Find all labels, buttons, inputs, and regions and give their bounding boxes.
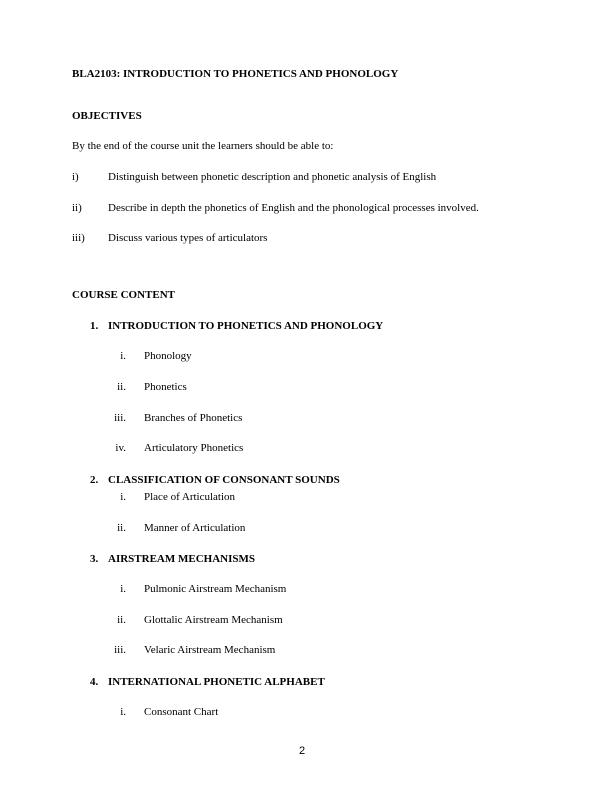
section-number: 4. bbox=[90, 676, 99, 688]
item-marker: i. bbox=[120, 350, 126, 362]
item-text: Phonology bbox=[144, 350, 192, 362]
objective-marker: i) bbox=[72, 171, 79, 183]
item-marker: ii. bbox=[117, 522, 126, 534]
item-marker: ii. bbox=[117, 381, 126, 393]
course-content-heading: COURSE CONTENT bbox=[72, 289, 175, 301]
item-marker: iv. bbox=[115, 442, 126, 454]
page-number: 2 bbox=[299, 745, 306, 757]
objective-marker: iii) bbox=[72, 232, 85, 244]
section-number: 3. bbox=[90, 553, 99, 565]
section-title: INTRODUCTION TO PHONETICS AND PHONOLOGY bbox=[108, 320, 384, 332]
item-text: Branches of Phonetics bbox=[144, 412, 243, 424]
section-number: 2. bbox=[90, 474, 99, 486]
item-marker: i. bbox=[120, 706, 126, 718]
section-title: AIRSTREAM MECHANISMS bbox=[108, 553, 255, 565]
objective-text: Describe in depth the phonetics of English and the phonological processes involved. bbox=[108, 202, 479, 214]
section-title: INTERNATIONAL PHONETIC ALPHABET bbox=[108, 676, 325, 688]
objective-text: Distinguish between phonetic description and phonetic analysis of English bbox=[108, 171, 437, 183]
objective-text: Discuss various types of articulators bbox=[108, 232, 268, 244]
section-number: 1. bbox=[90, 320, 99, 332]
item-marker: i. bbox=[120, 583, 126, 595]
item-text: Manner of Articulation bbox=[144, 522, 246, 534]
section-title: CLASSIFICATION OF CONSONANT SOUNDS bbox=[108, 474, 340, 486]
item-marker: i. bbox=[120, 491, 126, 503]
item-text: Place of Articulation bbox=[144, 491, 236, 503]
item-text: Glottalic Airstream Mechanism bbox=[144, 614, 283, 626]
item-marker: iii. bbox=[114, 412, 126, 424]
item-text: Phonetics bbox=[144, 381, 187, 393]
item-marker: iii. bbox=[114, 644, 126, 656]
item-marker: ii. bbox=[117, 614, 126, 626]
item-text: Consonant Chart bbox=[144, 706, 219, 718]
item-text: Velaric Airstream Mechanism bbox=[144, 644, 276, 656]
objective-marker: ii) bbox=[72, 202, 82, 214]
objectives-heading: OBJECTIVES bbox=[72, 110, 142, 122]
objectives-intro: By the end of the course unit the learners should be able to: bbox=[72, 140, 334, 152]
item-text: Pulmonic Airstream Mechanism bbox=[144, 583, 287, 595]
item-text: Articulatory Phonetics bbox=[144, 442, 244, 454]
document-title: BLA2103: INTRODUCTION TO PHONETICS AND PHONOLOGY bbox=[72, 68, 399, 80]
